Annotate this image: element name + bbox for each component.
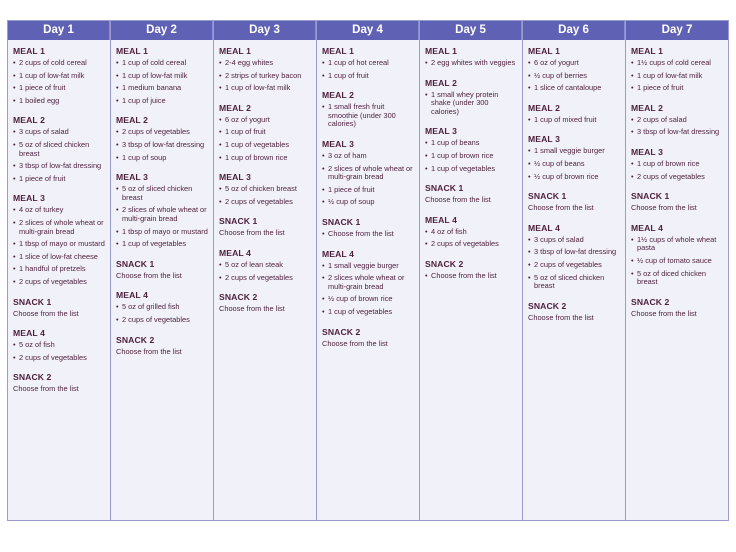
meal-block xyxy=(219,248,312,282)
meal-block xyxy=(425,183,518,205)
meal-note: Choose from the list xyxy=(219,304,285,314)
meal-item: • 1 cup of fruit xyxy=(322,72,415,81)
day-column xyxy=(111,21,214,520)
day-body xyxy=(214,40,316,520)
meal-item: • ½ cup of beans xyxy=(528,160,621,169)
meal-item: • 1½ cups of cold cereal xyxy=(631,59,724,68)
meal-item: • 2 cups of vegetables xyxy=(631,173,724,182)
meal-items xyxy=(631,160,724,181)
meal-block xyxy=(528,223,621,291)
meal-note: Choose from the list xyxy=(631,203,697,213)
meal-block xyxy=(528,301,621,323)
meal-item: • 1 tbsp of mayo or mustard xyxy=(13,240,106,249)
meal-block xyxy=(528,46,621,93)
meal-block xyxy=(322,249,415,317)
meal-block xyxy=(13,193,106,286)
meal-title: MEAL 3 xyxy=(631,146,663,157)
day-column xyxy=(523,21,626,520)
meal-title: SNACK 2 xyxy=(631,296,670,307)
meal-block xyxy=(116,115,209,162)
meal-plan-table xyxy=(7,20,729,521)
meal-item: • 5 oz of chicken breast xyxy=(219,185,312,194)
meal-item: • 2 slices whole wheat or multi-grain bread xyxy=(322,274,415,291)
meal-item: • 1 cup of soup xyxy=(116,154,209,163)
meal-title: SNACK 2 xyxy=(116,334,155,345)
meal-item: • ½ cup of berries xyxy=(528,72,621,81)
meal-title: SNACK 2 xyxy=(528,300,567,311)
meal-block xyxy=(322,90,415,129)
meal-item: • 1 cup of brown rice xyxy=(631,160,724,169)
meal-block xyxy=(528,191,621,213)
meal-item: • 2 strips of turkey bacon xyxy=(219,72,312,81)
meal-item: • 1 cup of fruit xyxy=(219,128,312,137)
day-body xyxy=(420,40,522,520)
meal-item: • 1 cup of cold cereal xyxy=(116,59,209,68)
meal-items xyxy=(322,103,415,129)
meal-item: • 2 cups of cold cereal xyxy=(13,59,106,68)
meal-items xyxy=(116,128,209,162)
meal-title: MEAL 2 xyxy=(13,115,45,126)
meal-items xyxy=(116,185,209,249)
meal-items xyxy=(528,236,621,291)
meal-title: MEAL 1 xyxy=(116,46,148,56)
day-column xyxy=(317,21,420,520)
meal-block xyxy=(631,223,724,287)
meal-items xyxy=(322,230,415,239)
meal-block xyxy=(116,290,209,324)
day-body xyxy=(111,40,213,520)
meal-items xyxy=(425,228,518,249)
meal-block xyxy=(13,297,106,319)
meal-block xyxy=(13,372,106,394)
meal-item: • 1 slice of low-fat cheese xyxy=(13,253,106,262)
meal-items xyxy=(631,59,724,93)
meal-item: • 3 oz of ham xyxy=(322,152,415,161)
meal-items xyxy=(631,116,724,137)
meal-title: MEAL 1 xyxy=(528,46,560,56)
meal-items xyxy=(322,152,415,207)
meal-note: Choose from the list xyxy=(116,270,182,280)
meal-item: • Choose from the list xyxy=(322,230,415,239)
meal-item: • 2 cups of salad xyxy=(631,116,724,125)
meal-block xyxy=(13,115,106,183)
meal-item: • 2 cups of vegetables xyxy=(425,240,518,249)
meal-note: Choose from the list xyxy=(528,312,594,322)
meal-item: • 2 slices of whole wheat or multi-grain bread xyxy=(322,165,415,182)
meal-block xyxy=(322,217,415,239)
meal-title: SNACK 2 xyxy=(322,326,361,337)
meal-block xyxy=(219,103,312,162)
meal-item: • 1 cup of vegetables xyxy=(322,308,415,317)
meal-item: • ½ cup of tomato sauce xyxy=(631,257,724,266)
meal-title: MEAL 2 xyxy=(116,115,148,126)
meal-item: • 1 cup of hot cereal xyxy=(322,59,415,68)
meal-block xyxy=(219,216,312,238)
meal-title: SNACK 1 xyxy=(116,258,155,269)
meal-items xyxy=(13,59,106,105)
meal-title: MEAL 2 xyxy=(322,90,354,101)
meal-title: MEAL 2 xyxy=(528,102,560,113)
meal-item: • 3 tbsp of low-fat dressing xyxy=(631,128,724,137)
meal-item: • 1 cup of brown rice xyxy=(425,152,518,161)
meal-title: MEAL 3 xyxy=(425,126,457,137)
meal-items xyxy=(425,59,518,68)
meal-block xyxy=(425,215,518,249)
meal-item: • 5 oz of sliced chicken breast xyxy=(13,141,106,158)
meal-block xyxy=(13,46,106,105)
meal-block xyxy=(631,46,724,93)
meal-block xyxy=(528,103,621,125)
meal-item: • ½ cup of soup xyxy=(322,198,415,207)
meal-item: • 5 oz of diced chicken breast xyxy=(631,270,724,287)
meal-item: • 1 small veggie burger xyxy=(528,147,621,156)
meal-items xyxy=(425,91,518,117)
meal-note: Choose from the list xyxy=(631,308,697,318)
meal-title: MEAL 1 xyxy=(425,46,457,56)
meal-item: • 1 slice of cantaloupe xyxy=(528,84,621,93)
meal-title: MEAL 4 xyxy=(116,290,148,301)
meal-items xyxy=(219,261,312,282)
day-header: Day 5 xyxy=(420,21,522,40)
meal-block xyxy=(528,134,621,181)
meal-block xyxy=(219,292,312,314)
meal-block xyxy=(219,46,312,93)
meal-item: • ½ cup of brown rice xyxy=(322,295,415,304)
meal-item: • 1 piece of fruit xyxy=(13,84,106,93)
meal-block xyxy=(116,172,209,249)
day-header: Day 3 xyxy=(214,21,316,40)
meal-item: • 2 cups of vegetables xyxy=(116,128,209,137)
meal-items xyxy=(219,116,312,162)
meal-title: SNACK 1 xyxy=(631,191,670,202)
meal-title: SNACK 1 xyxy=(528,191,567,202)
meal-block xyxy=(631,191,724,213)
day-column xyxy=(8,21,111,520)
meal-block xyxy=(631,297,724,319)
meal-item: • Choose from the list xyxy=(425,272,518,281)
meal-block xyxy=(425,78,518,117)
meal-title: SNACK 1 xyxy=(322,216,361,227)
meal-title: SNACK 2 xyxy=(425,258,464,269)
meal-title: MEAL 4 xyxy=(528,222,560,233)
meal-item: • 3 cups of salad xyxy=(13,128,106,137)
meal-title: SNACK 2 xyxy=(13,372,52,383)
meal-item: • 1 piece of fruit xyxy=(322,186,415,195)
meal-title: MEAL 3 xyxy=(13,193,45,204)
meal-note: Choose from the list xyxy=(528,203,594,213)
meal-item: • 1 cup of vegetables xyxy=(116,240,209,249)
meal-block xyxy=(425,259,518,281)
meal-item: • 5 oz of sliced chicken breast xyxy=(528,274,621,291)
meal-item: • 2 cups of vegetables xyxy=(13,354,106,363)
meal-title: MEAL 4 xyxy=(219,247,251,258)
meal-item: • 3 tbsp of low-fat dressing xyxy=(116,141,209,150)
meal-item: • 5 oz of lean steak xyxy=(219,261,312,270)
meal-items xyxy=(528,147,621,181)
meal-title: MEAL 3 xyxy=(528,134,560,145)
meal-block xyxy=(322,46,415,80)
meal-block xyxy=(13,328,106,362)
meal-block xyxy=(631,103,724,137)
day-column xyxy=(626,21,728,520)
meal-items xyxy=(13,128,106,183)
meal-item: • 2 cups of vegetables xyxy=(219,274,312,283)
meal-item: • 1 cup of mixed fruit xyxy=(528,116,621,125)
meal-block xyxy=(425,126,518,173)
meal-title: MEAL 1 xyxy=(631,46,663,56)
meal-item: • 1 piece of fruit xyxy=(631,84,724,93)
meal-item: • 2 egg whites with veggies xyxy=(425,59,518,68)
day-header: Day 6 xyxy=(523,21,625,40)
meal-title: MEAL 2 xyxy=(219,102,251,113)
meal-items xyxy=(116,59,209,105)
day-header: Day 1 xyxy=(8,21,110,40)
meal-block xyxy=(425,46,518,68)
meal-item: • 1 cup of beans xyxy=(425,139,518,148)
meal-item: • 1 cup of brown rice xyxy=(219,154,312,163)
meal-items xyxy=(219,185,312,206)
meal-item: • 5 oz of sliced chicken breast xyxy=(116,185,209,202)
day-column xyxy=(214,21,317,520)
meal-title: MEAL 3 xyxy=(322,138,354,149)
meal-block xyxy=(631,147,724,181)
meal-item: • 1 small whey protein shake (under 300 calories) xyxy=(425,91,518,117)
meal-items xyxy=(116,303,209,324)
meal-item: • 1 piece of fruit xyxy=(13,175,106,184)
meal-title: SNACK 1 xyxy=(13,296,52,307)
day-column xyxy=(420,21,523,520)
meal-items xyxy=(219,59,312,93)
meal-title: MEAL 4 xyxy=(425,214,457,225)
day-body xyxy=(8,40,110,520)
meal-block xyxy=(116,46,209,105)
day-header: Day 2 xyxy=(111,21,213,40)
meal-title: MEAL 1 xyxy=(219,46,251,56)
meal-title: MEAL 3 xyxy=(116,172,148,183)
meal-item: • 2 cups of vegetables xyxy=(116,316,209,325)
meal-item: • 1 cup of low-fat milk xyxy=(219,84,312,93)
meal-note: Choose from the list xyxy=(219,228,285,238)
meal-title: MEAL 3 xyxy=(219,172,251,183)
day-header: Day 7 xyxy=(626,21,728,40)
meal-item: • 1 cup of low-fat milk xyxy=(116,72,209,81)
meal-items xyxy=(322,262,415,317)
meal-item: • 2-4 egg whites xyxy=(219,59,312,68)
meal-note: Choose from the list xyxy=(425,195,491,205)
meal-item: • 1 cup of low-fat milk xyxy=(13,72,106,81)
meal-item: • 5 oz of fish xyxy=(13,341,106,350)
meal-title: SNACK 1 xyxy=(425,183,464,194)
meal-item: • 4 oz of fish xyxy=(425,228,518,237)
meal-items xyxy=(13,341,106,362)
meal-items xyxy=(322,59,415,80)
meal-item: • 2 cups of vegetables xyxy=(528,261,621,270)
meal-item: • 3 tbsp of low-fat dressing xyxy=(528,248,621,257)
day-body xyxy=(523,40,625,520)
meal-item: • 1 cup of vegetables xyxy=(219,141,312,150)
meal-title: MEAL 2 xyxy=(425,77,457,88)
meal-item: • 6 oz of yogurt xyxy=(219,116,312,125)
meal-item: • 1 cup of juice xyxy=(116,97,209,106)
meal-items xyxy=(425,272,518,281)
meal-item: • 1 cup of low-fat milk xyxy=(631,72,724,81)
meal-note: Choose from the list xyxy=(322,338,388,348)
meal-item: • ½ cup of brown rice xyxy=(528,173,621,182)
meal-title: MEAL 4 xyxy=(322,248,354,259)
meal-item: • 1 cup of vegetables xyxy=(425,165,518,174)
meal-item: • 2 slices of whole wheat or multi-grain bread xyxy=(116,206,209,223)
meal-note: Choose from the list xyxy=(13,384,79,394)
meal-items xyxy=(528,59,621,93)
meal-block xyxy=(322,327,415,349)
meal-block xyxy=(219,172,312,206)
meal-items xyxy=(528,116,621,125)
meal-block xyxy=(322,139,415,207)
meal-item: • 5 oz of grilled fish xyxy=(116,303,209,312)
meal-item: • 2 slices of whole wheat or multi-grain bread xyxy=(13,219,106,236)
day-header: Day 4 xyxy=(317,21,419,40)
meal-item: • 1 boiled egg xyxy=(13,97,106,106)
meal-title: MEAL 1 xyxy=(13,46,45,56)
meal-item: • 6 oz of yogurt xyxy=(528,59,621,68)
meal-item: • 1 medium banana xyxy=(116,84,209,93)
meal-item: • 1 small fresh fruit smoothie (under 300 calories) xyxy=(322,103,415,129)
meal-block xyxy=(116,259,209,281)
meal-items xyxy=(425,139,518,173)
meal-item: • 3 tbsp of low-fat dressing xyxy=(13,162,106,171)
meal-item: • 1 tbsp of mayo or mustard xyxy=(116,228,209,237)
meal-block xyxy=(116,335,209,357)
meal-item: • 4 oz of turkey xyxy=(13,206,106,215)
meal-item: • 2 cups of vegetables xyxy=(219,198,312,207)
meal-title: MEAL 1 xyxy=(322,46,354,56)
meal-note: Choose from the list xyxy=(13,308,79,318)
meal-title: SNACK 2 xyxy=(219,292,258,303)
meal-note: Choose from the list xyxy=(116,346,182,356)
meal-item: • 1 handful of pretzels xyxy=(13,265,106,274)
day-body xyxy=(317,40,419,520)
meal-title: MEAL 2 xyxy=(631,102,663,113)
meal-item: • 2 cups of vegetables xyxy=(13,278,106,287)
meal-items xyxy=(13,206,106,286)
meal-item: • 3 cups of salad xyxy=(528,236,621,245)
meal-item: • 1½ cups of whole wheat pasta xyxy=(631,236,724,253)
meal-item: • 1 small veggie burger xyxy=(322,262,415,271)
meal-title: MEAL 4 xyxy=(631,222,663,233)
meal-items xyxy=(631,236,724,287)
meal-title: MEAL 4 xyxy=(13,328,45,339)
meal-title: SNACK 1 xyxy=(219,216,258,227)
day-body xyxy=(626,40,728,520)
